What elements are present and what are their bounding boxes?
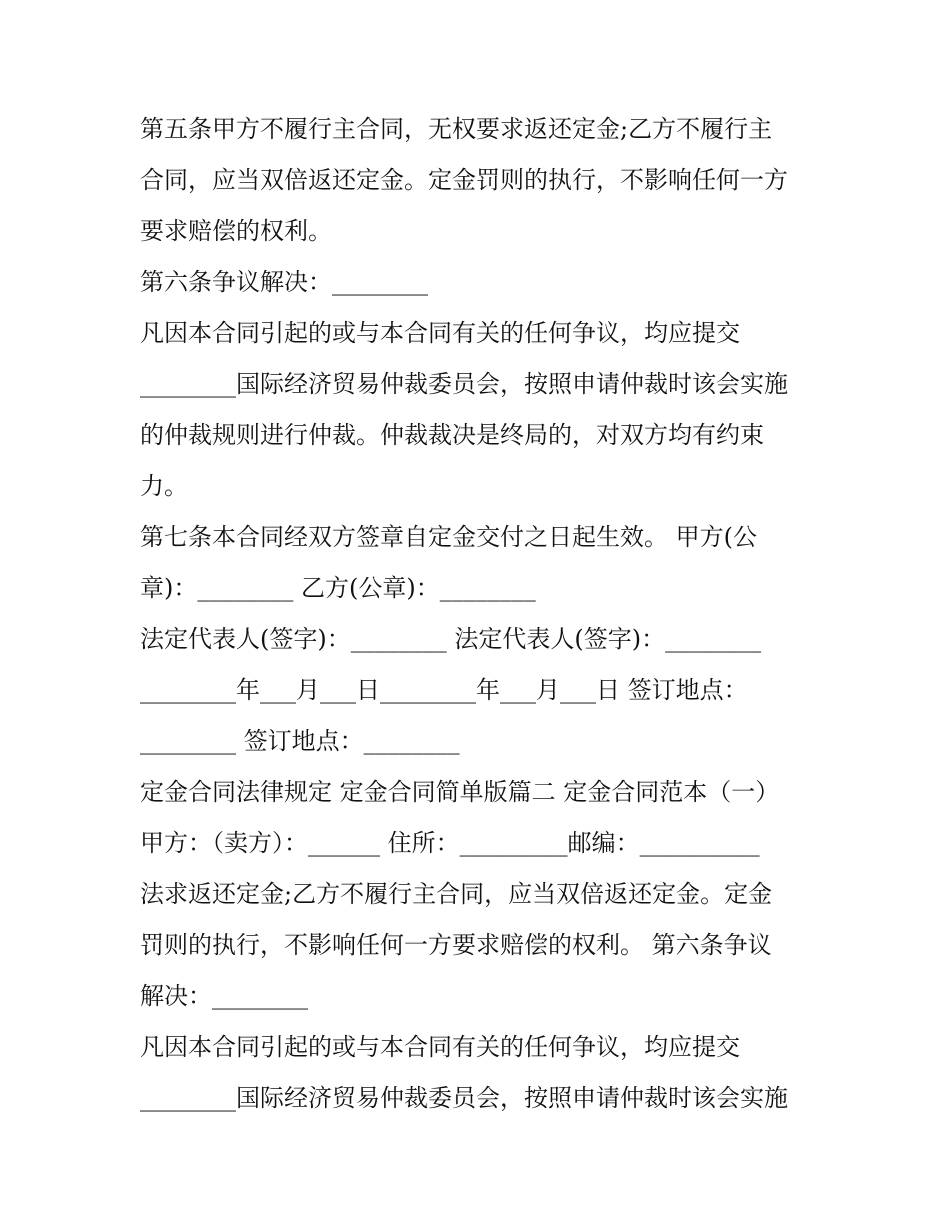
text-line: 章)：________ 乙方(公章)：________	[140, 574, 536, 602]
text-line: 凡因本合同引起的或与本合同有关的任何争议，均应提交	[140, 1033, 740, 1061]
text-line: 合同，应当双倍返还定金。定金罚则的执行，不影响任何一方	[140, 166, 788, 194]
text-line: 的仲裁规则进行仲裁。仲裁裁决是终局的，对双方均有约束	[140, 421, 764, 449]
text-line: 法定代表人(签字)：________ 法定代表人(签字)：________	[140, 625, 762, 653]
text-line: 力。	[140, 472, 188, 500]
text-line: ________国际经济贸易仲裁委员会，按照申请仲裁时该会实施	[140, 370, 788, 398]
text-line: 凡因本合同引起的或与本合同有关的任何争议，均应提交	[140, 319, 740, 347]
text-line: 定金合同法律规定 定金合同简单版篇二 定金合同范本（一）	[140, 778, 780, 806]
text-line: 第五条甲方不履行主合同，无权要求返还定金;乙方不履行主	[140, 115, 773, 143]
text-line: 甲方：（卖方）：______ 住所：_________邮编：__________	[140, 829, 760, 857]
text-line: 要求赔偿的权利。	[140, 217, 332, 245]
document-body	[140, 104, 820, 1124]
text-line: 第六条争议解决：________	[140, 268, 428, 296]
text-line: 罚则的执行，不影响任何一方要求赔偿的权利。 第六条争议	[140, 931, 772, 959]
text-line: 法求返还定金;乙方不履行主合同，应当双倍返还定金。定金	[140, 880, 773, 908]
text-line: ________国际经济贸易仲裁委员会，按照申请仲裁时该会实施	[140, 1084, 788, 1112]
text-line: 第七条本合同经双方签章自定金交付之日起生效。 甲方(公	[140, 523, 757, 551]
text-line: ________ 签订地点：________	[140, 727, 460, 755]
text-line: 解决：________	[140, 982, 308, 1010]
text-line: ________年___月___日________年___月___日 签订地点：	[140, 676, 748, 704]
